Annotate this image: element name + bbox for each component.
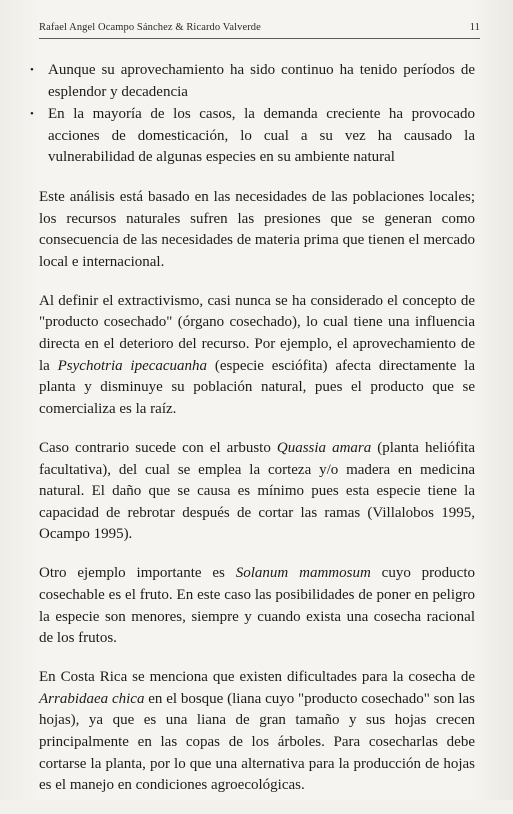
paragraph-1 [39, 187, 475, 273]
bullet-item [30, 60, 475, 103]
bullet-text: En la mayoría de los casos, la demanda creciente ha provocado acciones de domesticación, lo cual a su vez ha causado la vulnerabilidad de algunas especies en su ambiente natural [48, 106, 475, 166]
page-number: 11 [469, 22, 480, 33]
paragraph-text: Este análisis está basado en las necesidades de las poblaciones locales; los recursos naturales sufren las presiones que se generan como consecuencia de las necesidades de materia prima que tienen el mercado local e internacional. [39, 188, 475, 270]
paragraph-text: Caso contrario sucede con el arbusto [39, 439, 277, 456]
species-name: Arrabidaea chica [39, 690, 145, 707]
header-authors: Rafael Angel Ocampo Sánchez & Ricardo Valverde [39, 22, 261, 33]
header-rule [39, 38, 480, 39]
bullet-list [30, 60, 475, 169]
paragraph-2 [39, 291, 475, 421]
species-name: Solanum mammosum [235, 565, 371, 582]
species-name: Quassia amara [276, 439, 372, 456]
paragraph-text: cuyo producto cosechable es el fruto. En este caso las posibilidades de poner en peligro la especie son menores, siempre y cuando exista una cosecha racional de los frutos. [39, 565, 476, 647]
paragraph-5 [39, 667, 475, 797]
running-header [39, 22, 480, 38]
paragraph-text: Al definir el extractivismo, casi nunca se ha considerado el concepto de "producto cosechado" (órgano cosechado), lo cual tiene una influencia directa en el deterioro del recurso. Por ejemplo, el aprovechamiento de la [39, 292, 475, 374]
paragraph-text: (especie esciófita) afecta directamente la planta y disminuye su población natural, pues el producto que se comercializa es la raíz. [39, 357, 475, 417]
paragraph-text: En Costa Rica se menciona que existen dificultades para la cosecha de [39, 669, 475, 686]
bullet-icon: • [30, 64, 34, 76]
bullet-text: Aunque su aprovechamiento ha sido continuo ha tenido períodos de esplendor y decadencia [48, 62, 475, 100]
bullet-item [30, 104, 475, 169]
paragraph-3 [39, 438, 475, 546]
paragraph-4 [39, 563, 475, 649]
paragraph-text: en el bosque (liana cuyo "producto cosechado" son las hojas), ya que es una liana de gran tamaño y sus hojas crecen principalmente en las copas de los árboles. Para cosecharlas debe cortarse la planta, por lo que una alternativa para la producción de hojas es el manejo en condiciones agroecológicas. [39, 690, 475, 794]
bullet-icon: • [30, 108, 34, 121]
paragraph-text: (planta heliófita facultativa), del cual se emplea la corteza y/o madera en medicina natural. El daño que se causa es mínimo pues esta especie tiene la capacidad de rebrotar después de cortar las ramas (Villalobos 1995, Ocampo 1995). [39, 439, 475, 543]
paragraph-text: Otro ejemplo importante es [39, 565, 236, 582]
page-body [30, 60, 476, 814]
species-name: Psychotria ipecacuanha [57, 357, 208, 374]
